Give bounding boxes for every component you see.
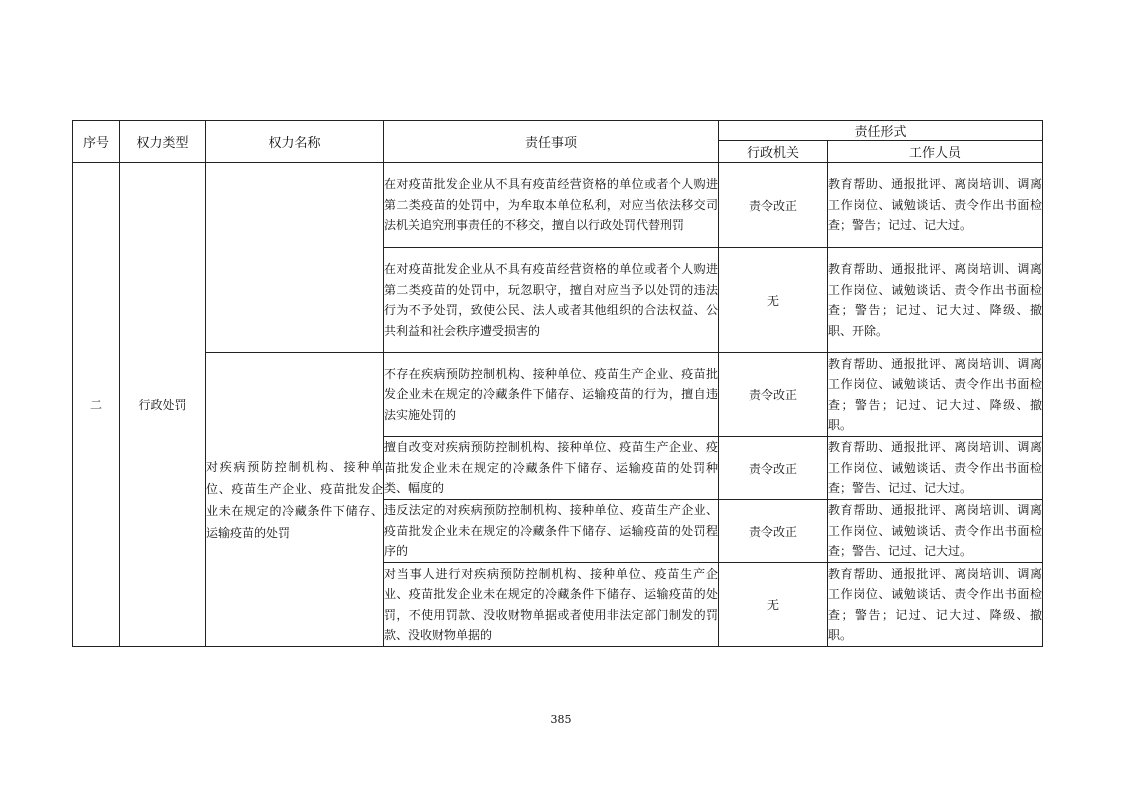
staff-cell: 教育帮助、通报批评、离岗培训、调离工作岗位、诫勉谈话、责令作出书面检查；警告；记过、记大过。 bbox=[828, 163, 1043, 248]
seq-cell: 二 bbox=[73, 163, 120, 647]
matter-cell: 在对疫苗批发企业从不具有疫苗经营资格的单位或者个人购进第二类疫苗的处罚中，为牟取本单位私利，对应当依法移交司法机关追究刑事责任的不移交，擅自以行政处罚代替刑罚 bbox=[384, 163, 719, 248]
page-number: 385 bbox=[550, 713, 572, 726]
responsibility-table bbox=[72, 120, 1043, 647]
table-row bbox=[73, 163, 1043, 248]
power-name-cell: 对疾病预防控制机构、接种单位、疫苗生产企业、疫苗批发企业未在规定的冷藏条件下储存、运输疫苗的处罚 bbox=[206, 353, 384, 647]
header-form: 责任形式 bbox=[719, 121, 1043, 141]
header-staff: 工作人员 bbox=[828, 141, 1043, 163]
header-row bbox=[73, 121, 1043, 141]
staff-cell: 教育帮助、通报批评、离岗培训、调离工作岗位、诫勉谈话、责令作出书面检查；警告；记过、记大过、降级、撤职。 bbox=[828, 353, 1043, 437]
matter-cell: 对当事人进行对疾病预防控制机构、接种单位、疫苗生产企业、疫苗批发企业未在规定的冷藏条件下储存、运输疫苗的处罚，不使用罚款、没收财物单据或者使用非法定部门制发的罚款、没收财物单据的 bbox=[384, 563, 719, 647]
matter-cell: 擅自改变对疾病预防控制机构、接种单位、疫苗生产企业、疫苗批发企业未在规定的冷藏条件下储存、运输疫苗的处罚种类、幅度的 bbox=[384, 437, 719, 500]
agency-cell: 责令改正 bbox=[719, 437, 828, 500]
matter-cell: 不存在疾病预防控制机构、接种单位、疫苗生产企业、疫苗批发企业未在规定的冷藏条件下储存、运输疫苗的行为，擅自违法实施处罚的 bbox=[384, 353, 719, 437]
agency-cell: 责令改正 bbox=[719, 500, 828, 563]
power-name-cell-empty bbox=[206, 163, 384, 353]
table-row bbox=[73, 353, 1043, 437]
header-power-name: 权力名称 bbox=[206, 121, 384, 163]
header-power-type: 权力类型 bbox=[120, 121, 206, 163]
agency-cell: 责令改正 bbox=[719, 163, 828, 248]
staff-cell: 教育帮助、通报批评、离岗培训、调离工作岗位、诫勉谈话、责令作出书面检查；警告、记过、记大过。 bbox=[828, 437, 1043, 500]
staff-cell: 教育帮助、通报批评、离岗培训、调离工作岗位、诫勉谈话、责令作出书面检查；警告、记过、记大过。 bbox=[828, 500, 1043, 563]
matter-cell: 违反法定的对疾病预防控制机构、接种单位、疫苗生产企业、疫苗批发企业未在规定的冷藏条件下储存、运输疫苗的处罚程序的 bbox=[384, 500, 719, 563]
agency-cell: 责令改正 bbox=[719, 353, 828, 437]
staff-cell: 教育帮助、通报批评、离岗培训、调离工作岗位、诫勉谈话、责令作出书面检查；警告；记过、记大过、降级、撤职。 bbox=[828, 563, 1043, 647]
power-type-cell: 行政处罚 bbox=[120, 163, 206, 647]
header-seq: 序号 bbox=[73, 121, 120, 163]
agency-cell: 无 bbox=[719, 563, 828, 647]
staff-cell: 教育帮助、通报批评、离岗培训、调离工作岗位、诫勉谈话、责令作出书面检查；警告；记过、记大过、降级、撤职、开除。 bbox=[828, 248, 1043, 353]
header-matter: 责任事项 bbox=[384, 121, 719, 163]
header-agency: 行政机关 bbox=[719, 141, 828, 163]
agency-cell: 无 bbox=[719, 248, 828, 353]
matter-cell: 在对疫苗批发企业从不具有疫苗经营资格的单位或者个人购进第二类疫苗的处罚中，玩忽职守，擅自对应当予以处罚的违法行为不予处罚，致使公民、法人或者其他组织的合法权益、公共利益和社会秩序遭受损害的 bbox=[384, 248, 719, 353]
